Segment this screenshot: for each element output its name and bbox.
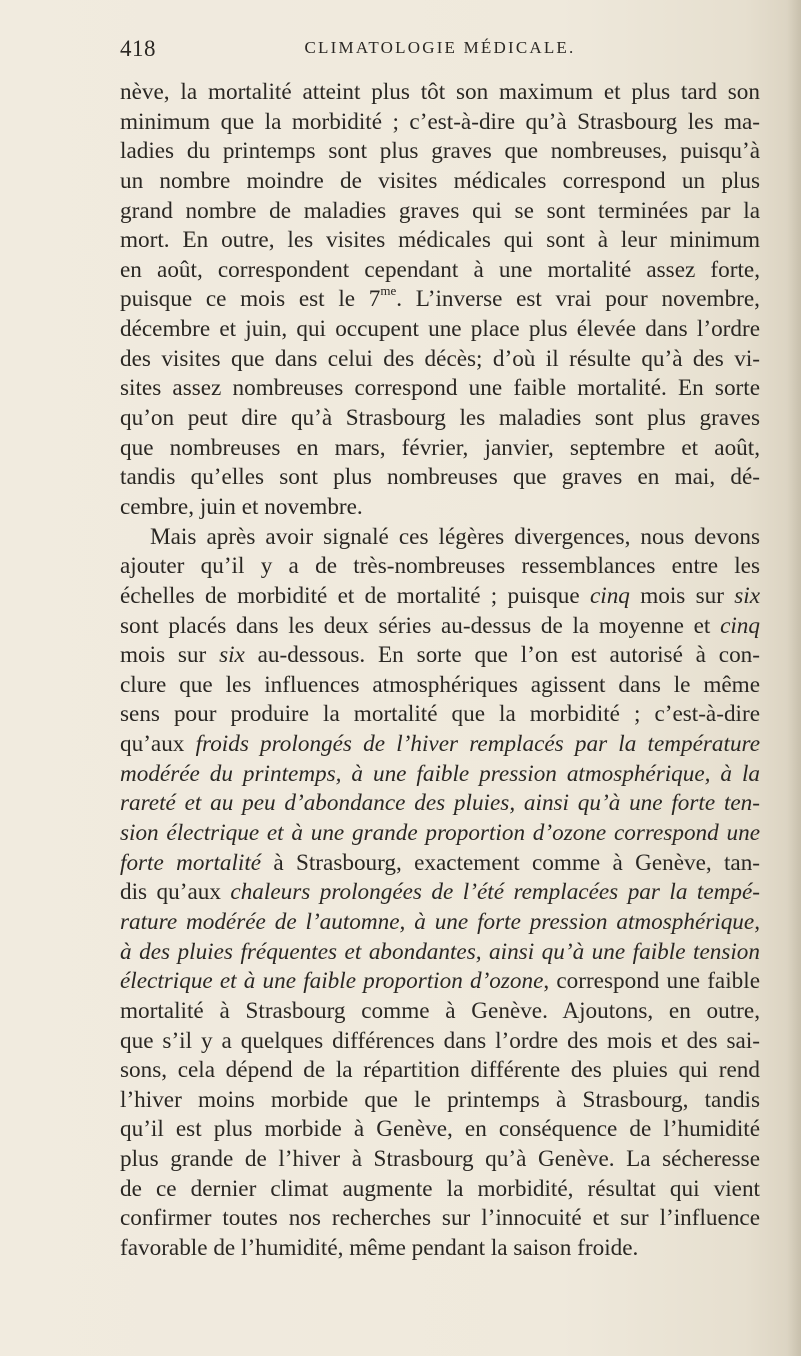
text-segment: qu’on peut dire qu’à Strasbourg les maladies sont plus graves — [120, 405, 760, 432]
text-segment: qu’aux — [120, 731, 196, 758]
text-segment: sons, cela dépend de la répartition différente des pluies qui rend — [120, 1057, 760, 1084]
italic-text: cinq — [720, 612, 760, 639]
text-line — [120, 78, 760, 108]
text-segment: mois sur — [629, 582, 735, 609]
text-segment: dis qu’aux — [120, 879, 231, 906]
text-segment: ajouter qu’il y a de très-nombreuses ressemblances entre les — [120, 553, 760, 580]
italic-text: chaleurs prolongées de l’été remplacées par la tempé- — [230, 879, 760, 906]
text-line — [120, 167, 760, 197]
text-segment: grand nombre de maladies graves qui se sont terminées par la — [120, 197, 760, 224]
text-segment: que nombreuses en mars, février, janvier, septembre et août, — [120, 434, 760, 461]
page-header — [120, 36, 760, 70]
text-segment: mortalité à Strasbourg comme à Genève. Ajoutons, en outre, — [120, 997, 760, 1024]
text-line — [120, 671, 760, 701]
text-line — [120, 552, 760, 582]
text-segment: nève, la mortalité atteint plus tôt son maximum et plus tard son — [120, 79, 760, 105]
text-segment: mort. En outre, les visites médicales qui sont à leur minimum — [120, 227, 760, 254]
text-line — [120, 1086, 760, 1116]
text-segment: plus grande de l’hiver à Strasbourg qu’à Genève. La sécheresse — [120, 1146, 760, 1173]
text-segment: Mais après avoir signalé ces légères divergences, nous devons — [150, 523, 760, 550]
page-edge-shadow — [787, 0, 801, 1356]
text-segment: confirmer toutes nos recherches sur l’innocuité et sur l’influence — [120, 1205, 760, 1232]
text-line — [120, 404, 760, 434]
text-segment: sens pour produire la mortalité que la morbidité ; c’est-à-dire — [120, 701, 760, 728]
text-segment: un nombre moindre de visites médicales correspond un plus — [120, 167, 760, 194]
text-line — [120, 849, 760, 879]
text-line — [120, 197, 760, 227]
text-line — [120, 282, 760, 315]
text-line — [120, 612, 760, 642]
text-segment: de ce dernier climat augmente la morbidité, résultat qui vient — [120, 1175, 760, 1202]
italic-text: six — [734, 582, 760, 609]
text-segment: des visites que dans celui des décès; d’où il résulte qu’à des vi- — [120, 345, 760, 372]
text-segment: l’hiver moins morbide que le printemps à Strasbourg, tandis — [120, 1086, 760, 1113]
superscript: me — [380, 282, 397, 298]
italic-text: rature modérée de l’automne, à une forte pression atmosphérique, — [120, 908, 760, 935]
text-segment: à Strasbourg, exactement comme à Genève, tan- — [261, 849, 761, 876]
text-line — [120, 108, 760, 138]
text-line — [120, 700, 760, 730]
text-line — [120, 760, 760, 790]
text-line — [120, 463, 760, 493]
italic-text: six — [219, 642, 245, 669]
text-segment: , correspond une faible — [543, 968, 760, 995]
text-segment: que s’il y a quelques différences dans l’ordre des mois et des sai- — [120, 1027, 760, 1054]
text-line — [120, 434, 760, 464]
text-line — [120, 523, 760, 553]
text-line — [120, 878, 760, 908]
running-head: CLIMATOLOGIE MÉDICALE. — [304, 38, 576, 57]
text-segment: cembre, juin et novembre. — [120, 493, 363, 520]
text-line — [120, 1234, 760, 1264]
text-line — [120, 641, 760, 671]
text-segment: ladies du printemps sont plus graves que nombreuses, puisqu’à — [120, 138, 760, 165]
text-line — [120, 1204, 760, 1234]
page-number: 418 — [120, 36, 156, 61]
italic-text: forte mortalité — [120, 849, 262, 876]
text-segment: sites assez nombreuses correspond une faible mortalité. En sorte — [120, 375, 760, 402]
text-line — [120, 1145, 760, 1175]
text-segment: minimum que la morbidité ; c’est-à-dire qu’à Strasbourg les ma- — [120, 108, 760, 135]
text-segment: au-dessous. En sorte que l’on est autorisé à con- — [244, 642, 760, 669]
text-line — [120, 345, 760, 375]
text-line — [120, 1027, 760, 1057]
italic-text: électrique et à une faible proportion d’ozone — [120, 968, 544, 995]
text-line — [120, 819, 760, 849]
italic-text: rareté et au peu d’abondance des pluies, ainsi qu’à une forte ten- — [120, 790, 760, 817]
text-line — [120, 997, 760, 1027]
text-line — [120, 730, 760, 760]
text-line — [120, 789, 760, 819]
italic-text: sion électrique et à une grande proportion d’ozone correspond une — [120, 820, 760, 847]
text-line — [120, 374, 760, 404]
text-line — [120, 315, 760, 345]
text-segment: qu’il est plus morbide à Genève, en conséquence de l’humidité — [120, 1116, 760, 1143]
text-line — [120, 1056, 760, 1086]
text-line — [120, 493, 760, 523]
text-segment: en août, correspondent cependant à une mortalité assez forte, — [120, 256, 760, 283]
text-segment: sont placés dans les deux séries au-dessus de la moyenne et — [120, 612, 721, 639]
text-segment: favorable de l’humidité, même pendant la saison froide. — [120, 1234, 639, 1261]
text-line — [120, 137, 760, 167]
text-line — [120, 967, 760, 997]
text-line — [120, 938, 760, 968]
text-segment: échelles de morbidité et de mortalité ; puisque — [120, 582, 590, 609]
italic-text: modérée du printemps, à une faible pression atmosphérique, à la — [120, 760, 760, 787]
text-line — [120, 1115, 760, 1145]
italic-text: froids prolongés de l’hiver remplacés par la température — [195, 731, 760, 758]
text-segment: tandis qu’elles sont plus nombreuses que graves en mai, dé- — [120, 464, 760, 491]
text-line — [120, 226, 760, 256]
text-segment: décembre et juin, qui occupent une place plus élevée dans l’ordre — [120, 316, 760, 343]
text-line — [120, 582, 760, 612]
italic-text: cinq — [589, 582, 630, 609]
text-segment: puisque ce mois est le 7 — [120, 286, 381, 313]
body-text — [120, 78, 760, 1264]
text-line — [120, 908, 760, 938]
text-segment: clure que les influences atmosphériques agissent dans le même — [120, 671, 760, 698]
text-line — [120, 256, 760, 286]
text-line — [120, 1175, 760, 1205]
text-segment: . L’inverse est vrai pour novembre, — [396, 286, 760, 313]
italic-text: à des pluies fréquentes et abondantes, ainsi qu’à une faible tension — [120, 938, 760, 965]
text-segment: mois sur — [120, 642, 220, 669]
